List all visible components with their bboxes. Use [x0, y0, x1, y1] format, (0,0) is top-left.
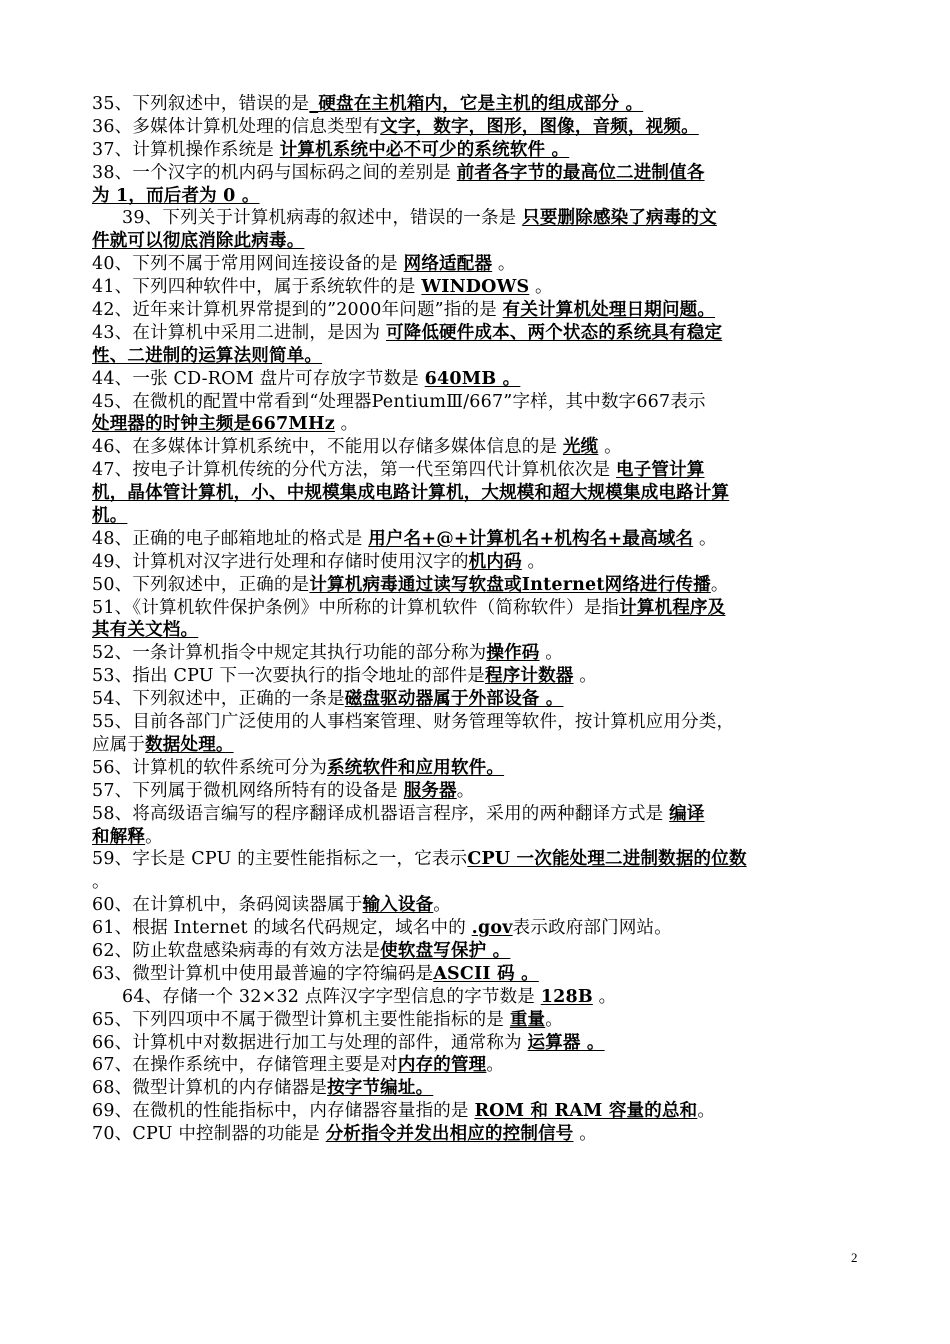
question-text: 68、微型计算机的内存储器是: [92, 1078, 328, 1099]
question-suffix: 。: [697, 1101, 716, 1122]
question-suffix: 。: [592, 986, 617, 1007]
answer-text: 编译: [669, 803, 705, 824]
question-line: [92, 986, 862, 1009]
answer-text: WINDOWS: [421, 277, 530, 298]
question-suffix: 。: [334, 414, 359, 435]
question-line: [92, 207, 862, 230]
question-suffix: 表示政府部门网站。: [512, 918, 672, 939]
question-suffix: 。: [539, 643, 563, 664]
answer-text: .gov: [471, 918, 513, 939]
answer-text: 内存的管理: [397, 1055, 487, 1076]
question-line: [92, 482, 862, 505]
question-line: [92, 803, 862, 826]
question-line: [92, 1077, 862, 1100]
answer-text: 磁盘驱动器属于外部设备 。: [344, 689, 564, 710]
question-line: [92, 848, 862, 871]
answer-text: 程序计数器: [485, 666, 574, 687]
answer-text: 文字，数字，图形，图像，音频，视频。: [380, 116, 699, 137]
question-text: 46、在多媒体计算机系统中，不能用以存储多媒体信息的是: [92, 437, 563, 458]
question-line: [92, 162, 862, 185]
answer-text: ASCII 码 。: [433, 963, 539, 984]
question-text: 应属于: [92, 734, 146, 755]
question-line: [92, 871, 862, 894]
question-text: 47、按电子计算机传统的分代方法，第一代至第四代计算机依次是: [92, 460, 617, 481]
question-line: [92, 93, 862, 116]
question-suffix: 。: [433, 895, 451, 916]
question-text: 70、CPU 中控制器的功能是: [92, 1124, 326, 1145]
answer-text: 光缆: [562, 437, 599, 458]
answer-text: 有关计算机处理日期问题。: [502, 300, 716, 321]
question-suffix: 。: [492, 254, 516, 275]
question-line: [92, 391, 862, 414]
question-suffix: 。: [710, 574, 729, 595]
question-suffix: 。: [573, 1124, 597, 1145]
answer-text: 运算器 。: [527, 1032, 605, 1053]
question-suffix: 。: [486, 1055, 505, 1076]
answer-text: 计算机系统中必不可少的系统软件 。: [279, 139, 570, 160]
question-line: [92, 757, 862, 780]
question-text: 61、根据 Internet 的域名代码规定，域名中的: [92, 918, 472, 939]
question-line: [92, 894, 862, 917]
question-line: [92, 1032, 862, 1055]
question-line: [92, 734, 862, 757]
question-text: 49、计算机对汉字进行处理和存储时使用汉字的: [92, 551, 469, 572]
question-suffix: 。: [521, 551, 546, 572]
answer-text: 服务器: [403, 780, 457, 801]
question-text: 53、指出 CPU 下一次要执行的指令地址的部件是: [92, 666, 485, 687]
question-text: 54、下列叙述中，正确的一条是: [92, 689, 345, 710]
question-text: 45、在微机的配置中常看到“处理器PentiumⅢ/667”字样，其中数字667表示: [92, 391, 706, 412]
question-text: 42、近年来计算机界常提到的”2000年问题”指的是: [92, 300, 503, 321]
question-line: [92, 528, 862, 551]
question-line: [92, 322, 862, 345]
answer-text: 输入设备: [362, 895, 434, 916]
question-text: 58、将高级语言编写的程序翻译成机器语言程序，采用的两种翻译方式是: [92, 803, 670, 824]
question-text: 59、字长是 CPU 的主要性能指标之一，它表示: [92, 849, 468, 870]
answer-text: 为 1，而后者为 0 。: [92, 185, 260, 206]
question-line: [92, 299, 862, 322]
question-line: [92, 116, 862, 139]
answer-text: 128B: [540, 986, 593, 1007]
question-text: 66、计算机中对数据进行加工与处理的部件，通常称为: [92, 1032, 528, 1053]
question-text: 56、计算机的软件系统可分为: [92, 757, 328, 778]
question-text: 67、在操作系统中，存储管理主要是对: [92, 1055, 398, 1076]
question-line: [92, 253, 862, 276]
question-suffix: 。: [545, 1009, 563, 1030]
question-text: 41、下列四种软件中，属于系统软件的是: [92, 277, 422, 298]
question-line: [92, 1054, 862, 1077]
question-line: [92, 185, 862, 208]
answer-text: 性、二进制的运算法则简单。: [92, 345, 323, 366]
question-line: [92, 574, 862, 597]
question-line: [92, 436, 862, 459]
question-suffix: 。: [529, 277, 553, 298]
answer-text: 计算机病毒通过读写软盘或Internet网络进行传播: [309, 574, 711, 595]
answer-text: 可降低硬件成本、两个状态的系统具有稳定: [385, 322, 723, 343]
question-line: [92, 413, 862, 436]
question-text: 40、下列不属于常用网间连接设备的是: [92, 254, 404, 275]
question-text: 44、一张 CD-ROM 盘片可存放字节数是: [92, 368, 425, 389]
answer-text: 系统软件和应用软件。: [327, 757, 505, 778]
question-text: 38、一个汉字的机内码与国标码之间的差别是: [92, 162, 457, 183]
question-line: [92, 276, 862, 299]
question-text: 。: [92, 872, 110, 893]
question-text: 37、计算机操作系统是: [92, 139, 280, 160]
question-line: [92, 665, 862, 688]
question-text: 60、在计算机中，条码阅读器属于: [92, 895, 363, 916]
question-text: 57、下列属于微机网络所特有的设备是: [92, 780, 404, 801]
question-text: 64、存储一个 32×32 点阵汉字字型信息的字节数是: [122, 986, 541, 1007]
question-text: 36、多媒体计算机处理的信息类型有: [92, 116, 381, 137]
answer-text: 操作码: [486, 643, 540, 664]
question-text: 63、微型计算机中使用最普遍的字符编码是: [92, 963, 434, 984]
question-line: [92, 345, 862, 368]
answer-text: 使软盘写保护 。: [380, 940, 511, 961]
question-line: [92, 230, 862, 253]
question-text: 43、在计算机中采用二进制，是因为: [92, 322, 386, 343]
answer-text: 分析指令并发出相应的控制信号: [325, 1124, 574, 1145]
question-text: 48、正确的电子邮箱地址的格式是: [92, 528, 369, 549]
answer-text: 按字节编址。: [327, 1078, 434, 1099]
answer-text: _硬盘在主机箱内，它是主机的组成部分 。: [309, 94, 644, 114]
question-suffix: 。: [693, 528, 717, 549]
question-line: [92, 940, 862, 963]
question-text: 55、目前各部门广泛使用的人事档案管理、财务管理等软件，按计算机应用分类，: [92, 712, 735, 733]
question-line: [92, 551, 862, 574]
answer-text: 机，晶体管计算机，小、中规模集成电路计算机，大规模和超大规模集成电路计算: [92, 483, 730, 504]
question-line: [92, 1009, 862, 1032]
question-text: 51、《计算机软件保护条例》中所称的计算机软件（简称软件）是指: [92, 597, 620, 618]
answer-text: 件就可以彻底消除此病毒。: [92, 231, 305, 252]
question-suffix: 。: [456, 780, 475, 801]
question-suffix: 。: [145, 826, 163, 847]
question-line: [92, 963, 862, 986]
question-line: [92, 505, 862, 528]
question-text: 39、下列关于计算机病毒的叙述中，错误的一条是: [122, 208, 523, 229]
question-line: [92, 642, 862, 665]
question-suffix: 。: [573, 666, 597, 687]
question-text: 52、一条计算机指令中规定其执行功能的部分称为: [92, 643, 487, 664]
answer-text: 用户名+@+计算机名+机构名+最高域名: [368, 528, 694, 549]
answer-text: 和解释: [92, 826, 146, 847]
question-text: 65、下列四项中不属于微型计算机主要性能指标的是: [92, 1009, 510, 1030]
question-line: [92, 1100, 862, 1123]
question-line: [92, 368, 862, 391]
question-suffix: 。: [598, 437, 622, 458]
answer-text: 640MB 。: [424, 368, 521, 389]
question-line: [92, 619, 862, 642]
question-line: [92, 780, 862, 803]
question-line: [92, 917, 862, 940]
question-text: 35、下列叙述中，错误的是: [92, 94, 310, 114]
answer-text: 只要删除感染了病毒的文: [522, 208, 717, 229]
answer-text: 电子管计算: [616, 460, 705, 481]
question-line: [92, 1123, 862, 1146]
answer-text: 其有关文档。: [92, 620, 199, 641]
question-line: [92, 597, 862, 620]
answer-text: 机。: [92, 506, 128, 527]
answer-text: CPU 一次能处理二进制数据的位数: [467, 849, 747, 870]
answer-text: 处理器的时钟主频是667MHz: [92, 414, 335, 435]
question-line: [92, 139, 862, 162]
question-line: [92, 459, 862, 482]
answer-text: 网络适配器: [403, 254, 493, 275]
question-line: [92, 711, 862, 734]
document-body: [92, 93, 862, 1146]
question-text: 50、下列叙述中，正确的是: [92, 574, 310, 595]
question-text: 62、防止软盘感染病毒的有效方法是: [92, 940, 381, 961]
answer-text: 机内码: [468, 551, 522, 572]
answer-text: 前者各字节的最高位二进制值各: [456, 162, 705, 183]
answer-text: 数据处理。: [145, 734, 234, 755]
question-line: [92, 688, 862, 711]
page-number: 2: [851, 1250, 858, 1265]
question-text: 69、在微机的性能指标中，内存储器容量指的是: [92, 1101, 475, 1122]
answer-text: 计算机程序及: [619, 597, 726, 618]
answer-text: 重量: [509, 1009, 546, 1030]
answer-text: ROM 和 RAM 容量的总和: [474, 1101, 698, 1122]
question-line: [92, 826, 862, 849]
